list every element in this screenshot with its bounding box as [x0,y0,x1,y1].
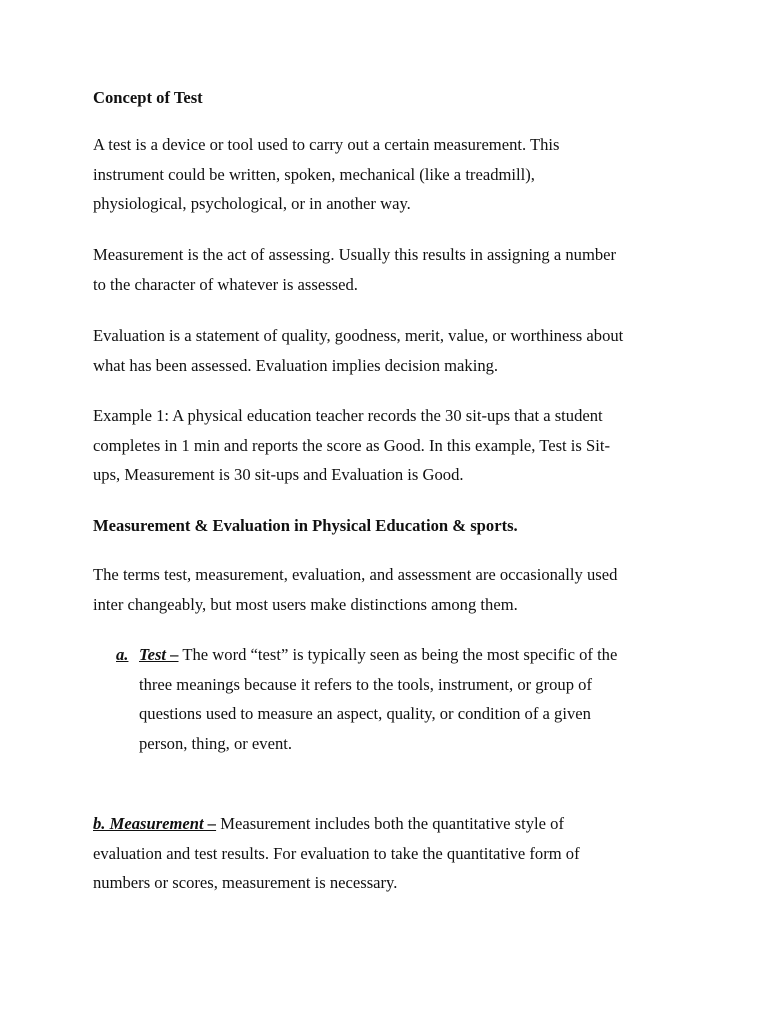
paragraph-line: physiological, psychological, or in another way. [93,194,411,214]
page-title-text: Concept of Test [93,88,203,107]
list-item-line: evaluation and test results. For evaluation to take the quantitative form of [93,843,580,863]
section-intro [93,560,683,619]
paragraph-line: what has been assessed. Evaluation implies decision making. [93,355,499,375]
list-item-a [116,640,696,758]
list-term: Test – [139,645,179,664]
page-title [93,83,683,113]
paragraph-test-definition [93,130,683,219]
paragraph-line: The terms test, measurement, evaluation, and assessment are occasionally used [93,565,618,584]
list-item-line: three meanings because it refers to the tools, instrument, or group of [139,674,592,694]
paragraph-line: ups, Measurement is 30 sit-ups and Evaluation is Good. [93,465,464,485]
list-item-first-line [139,640,696,670]
section-heading-text: Measurement & Evaluation in Physical Education & sports. [93,516,518,535]
paragraph-line: to the character of whatever is assessed. [93,274,358,294]
paragraph-line: A test is a device or tool used to carry out a certain measurement. This [93,135,560,154]
list-item-b [93,809,683,898]
list-item-first-line-rest: Measurement includes both the quantitative style of [216,814,564,833]
list-item-line: questions used to measure an aspect, quality, or condition of a given [139,704,591,724]
list-item-line: numbers or scores, measurement is necessary. [93,873,398,893]
list-item-first-line-rest: The word “test” is typically seen as being the most specific of the [178,645,618,664]
section-heading [93,511,683,541]
paragraph-line: instrument could be written, spoken, mechanical (like a treadmill), [93,164,535,184]
paragraph-measurement-definition [93,240,683,299]
list-item-line: person, thing, or event. [139,733,292,753]
list-item-body [139,640,696,758]
paragraph-line: completes in 1 min and reports the score as Good. In this example, Test is Sit- [93,435,610,455]
paragraph-evaluation-definition [93,321,683,380]
paragraph-line: Example 1: A physical education teacher records the 30 sit-ups that a student [93,406,603,425]
list-term: b. Measurement – [93,814,217,833]
list-item-first-line [93,809,683,839]
paragraph-line: Evaluation is a statement of quality, goodness, merit, value, or worthiness about [93,326,624,345]
paragraph-line: inter changeably, but most users make distinctions among them. [93,594,518,614]
list-marker: a. [116,645,129,664]
paragraph-line: Measurement is the act of assessing. Usually this results in assigning a number [93,245,617,264]
paragraph-example-1 [93,401,683,490]
